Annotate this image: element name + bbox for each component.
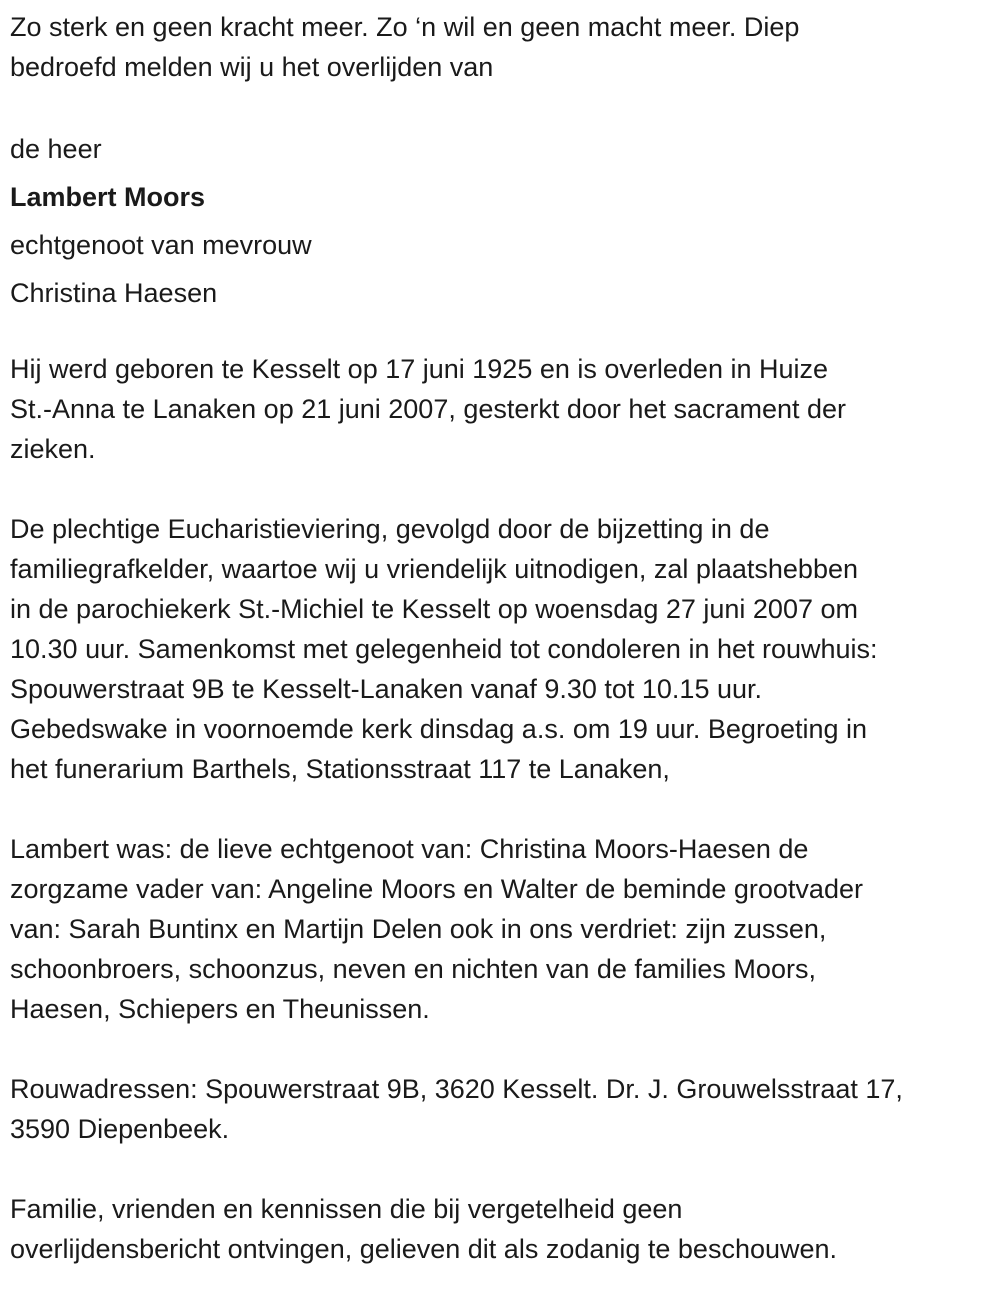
text-line: Spouwerstraat 9B te Kesselt-Lanaken vanaf 9.30 tot 10.15 uur. <box>10 674 762 704</box>
text-line: zieken. <box>10 434 96 464</box>
family-paragraph <box>10 829 995 1029</box>
text-line: Familie, vrienden en kennissen die bij vergetelheid geen <box>10 1194 683 1224</box>
text-line: Rouwadressen: Spouwerstraat 9B, 3620 Kesselt. Dr. J. Grouwelsstraat 17, <box>10 1074 903 1104</box>
text-line: 3590 Diepenbeek. <box>10 1114 230 1144</box>
text-line: De plechtige Eucharistieviering, gevolgd door de bijzetting in de <box>10 514 770 544</box>
text-line: Hij werd geboren te Kesselt op 17 juni 1925 en is overleden in Huize <box>10 354 829 384</box>
text-line: Haesen, Schiepers en Theunissen. <box>10 994 430 1024</box>
honorific: de heer <box>10 134 102 164</box>
relation-label: echtgenoot van mevrouw <box>10 230 312 260</box>
text-line: St.-Anna te Lanaken op 21 juni 2007, gesterkt door het sacrament der <box>10 394 847 424</box>
text-line: van: Sarah Buntinx en Martijn Delen ook in ons verdriet: zijn zussen, <box>10 914 827 944</box>
text-line: in de parochiekerk St.-Michiel te Kesselt op woensdag 27 juni 2007 om <box>10 594 858 624</box>
text-line: familiegrafkelder, waartoe wij u vriendelijk uitnodigen, zal plaatshebben <box>10 554 858 584</box>
text-line: schoonbroers, schoonzus, neven en nichten van de families Moors, <box>10 954 816 984</box>
intro-paragraph <box>10 7 995 87</box>
text-line: zorgzame vader van: Angeline Moors en Walter de beminde grootvader <box>10 874 863 904</box>
closing-paragraph <box>10 1189 995 1269</box>
ceremony-paragraph <box>10 509 995 789</box>
text-line: Zo sterk en geen kracht meer. Zo ‘n wil en geen macht meer. Diep <box>10 12 800 42</box>
birth-death-paragraph <box>10 349 995 469</box>
text-line: bedroefd melden wij u het overlijden van <box>10 52 494 82</box>
text-line: Lambert was: de lieve echtgenoot van: Christina Moors-Haesen de <box>10 834 809 864</box>
deceased-name-block <box>10 125 995 317</box>
text-line: het funerarium Barthels, Stationsstraat 117 te Lanaken, <box>10 754 670 784</box>
obituary-document <box>10 7 995 1309</box>
text-line: 10.30 uur. Samenkomst met gelegenheid tot condoleren in het rouwhuis: <box>10 634 878 664</box>
deceased-name: Lambert Moors <box>10 182 206 212</box>
addresses-paragraph <box>10 1069 995 1149</box>
text-line: Gebedswake in voornoemde kerk dinsdag a.s. om 19 uur. Begroeting in <box>10 714 868 744</box>
spouse-name: Christina Haesen <box>10 278 218 308</box>
text-line: overlijdensbericht ontvingen, gelieven dit als zodanig te beschouwen. <box>10 1234 838 1264</box>
